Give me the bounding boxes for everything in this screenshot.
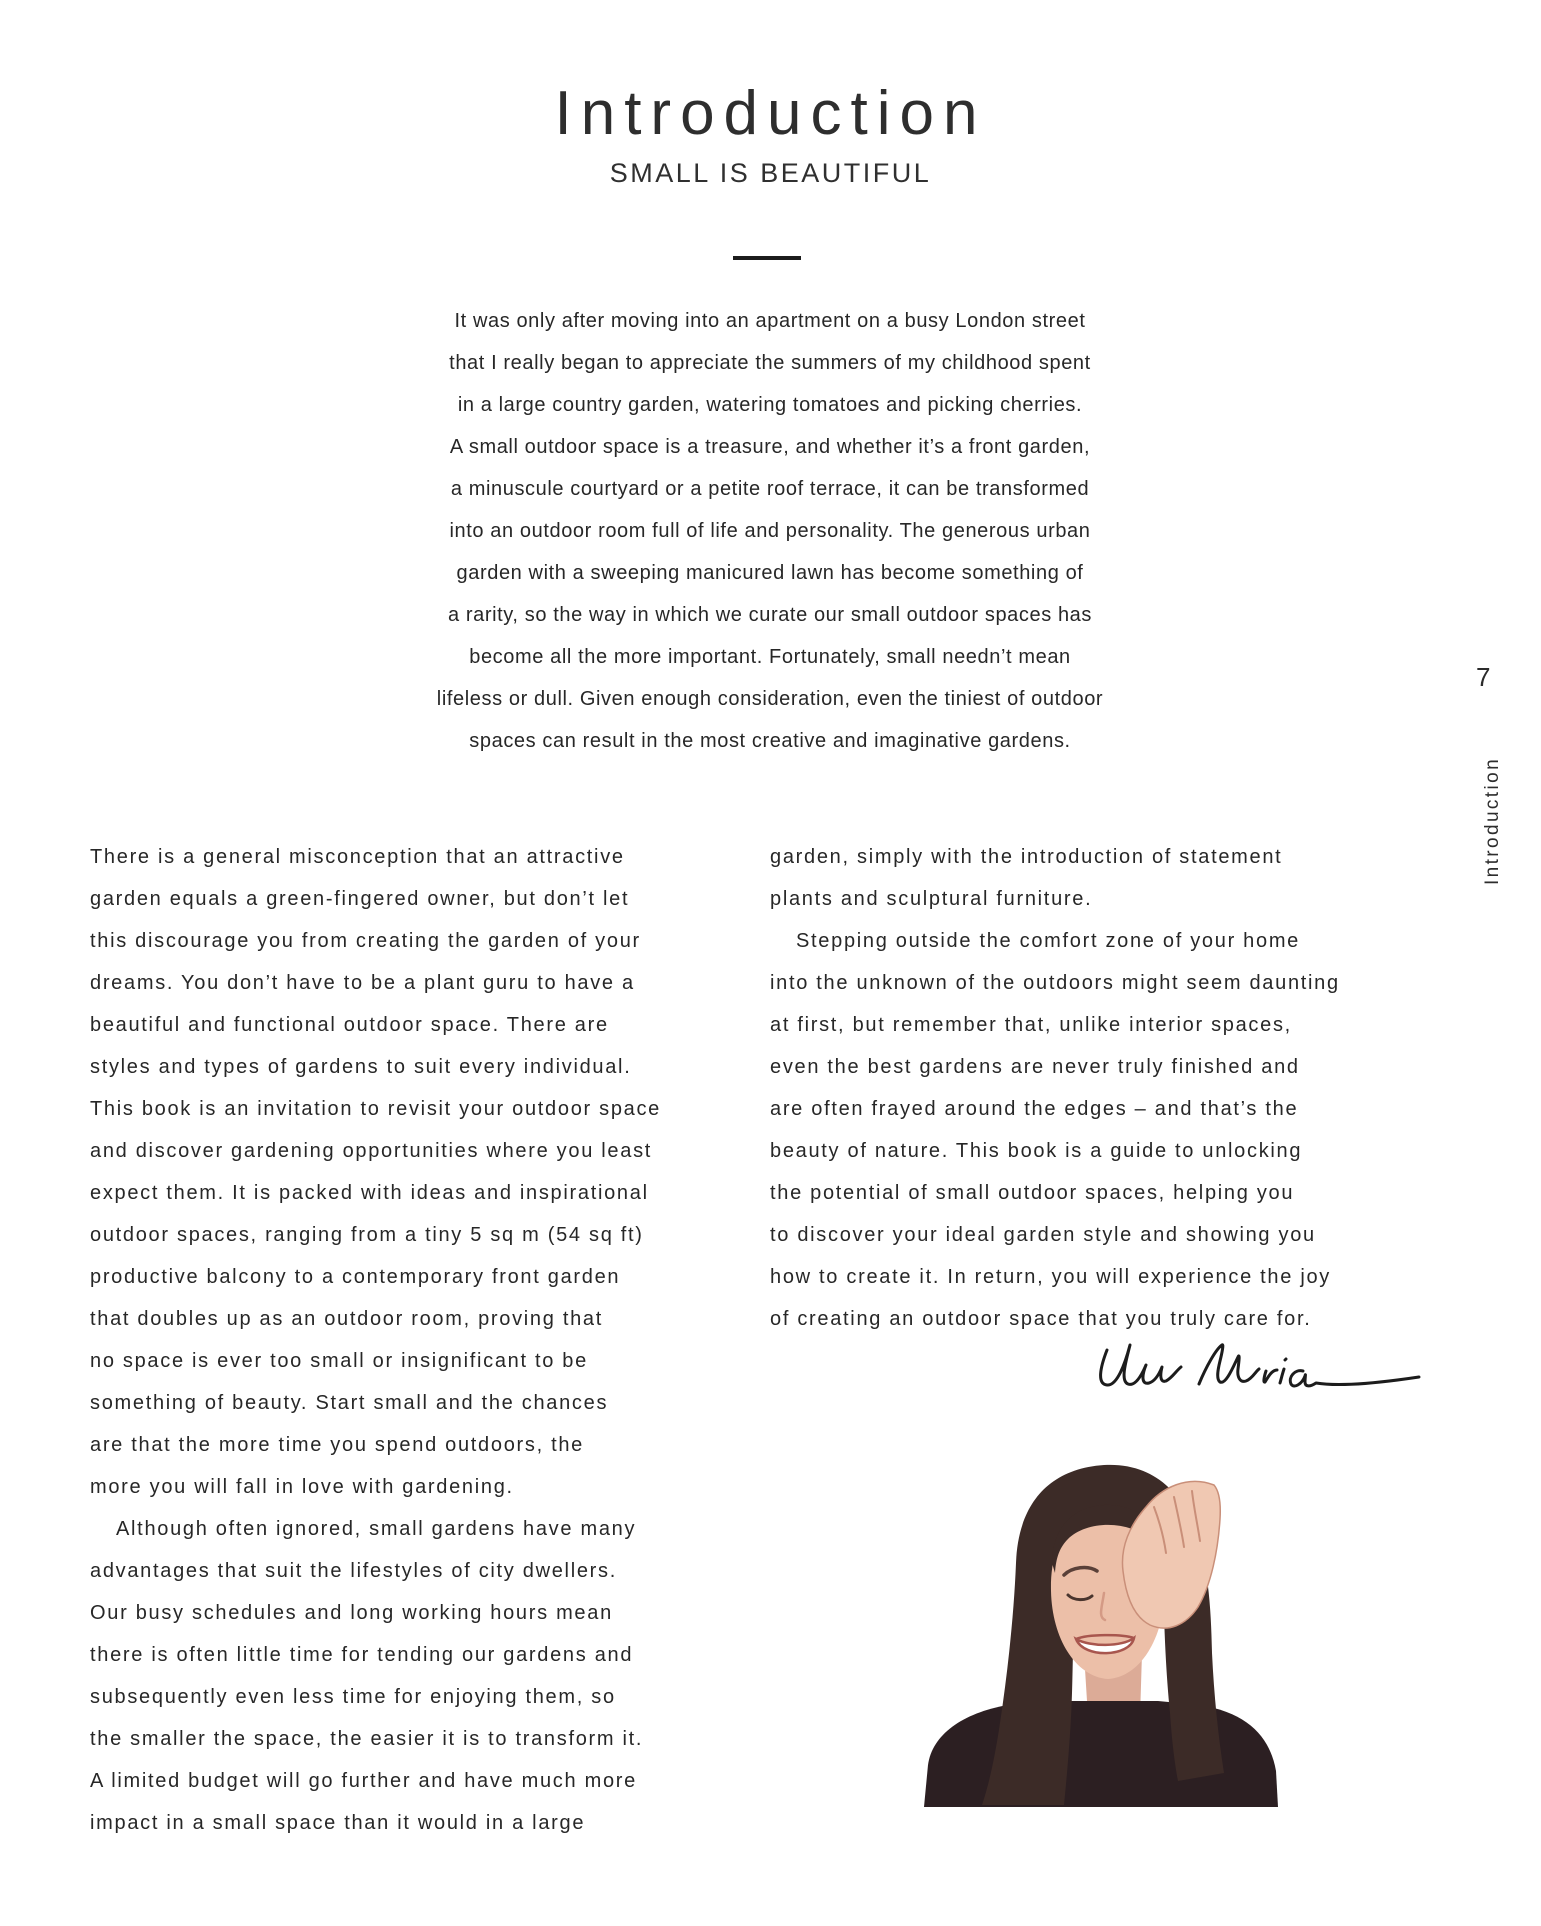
text-line: subsequently even less time for enjoying them, so [90, 1686, 616, 1708]
text-line: There is a general misconception that an attractive [90, 846, 625, 868]
paragraph [90, 1508, 755, 1844]
text-line: Our busy schedules and long working hours mean [90, 1602, 613, 1624]
text-line: impact in a small space than it would in a large [90, 1812, 586, 1834]
text-line: spaces can result in the most creative and imaginative gardens. [469, 730, 1071, 752]
text-line: garden, simply with the introduction of statement [770, 846, 1283, 868]
text-line: beautiful and functional outdoor space. There are [90, 1014, 609, 1036]
text-line: beauty of nature. This book is a guide to unlocking [770, 1140, 1303, 1162]
text-line: dreams. You don’t have to be a plant guru to have a [90, 972, 635, 994]
paragraph [770, 836, 1435, 920]
text-line: a rarity, so the way in which we curate our small outdoor spaces has [447, 604, 1093, 626]
text-line: plants and sculptural furniture. [770, 888, 1093, 910]
sweater-shape [924, 1701, 1278, 1807]
signature-svg [1095, 1336, 1425, 1400]
text-line: at first, but remember that, unlike interior spaces, [770, 1014, 1292, 1036]
text-line: there is often little time for tending our gardens and [90, 1644, 634, 1666]
text-line: into the unknown of the outdoors might seem daunting [770, 972, 1340, 994]
sidebar-label: Introduction [1482, 756, 1503, 886]
text-line: advantages that suit the lifestyles of city dwellers. [90, 1560, 617, 1582]
text-line: expect them. It is packed with ideas and inspirational [90, 1182, 649, 1204]
text-line: garden equals a green-fingered owner, but don’t let [90, 888, 630, 910]
author-signature [1095, 1336, 1425, 1400]
right-column [770, 836, 1435, 1340]
text-line: this discourage you from creating the garden of your [90, 930, 641, 952]
text-line: of creating an outdoor space that you truly care for. [770, 1308, 1312, 1330]
author-photo-svg [918, 1455, 1290, 1812]
signature-strokes [1101, 1345, 1419, 1386]
text-line: garden with a sweeping manicured lawn has become something of [456, 562, 1084, 584]
text-line: become all the more important. Fortunately, small needn’t mean [469, 646, 1071, 668]
signature-path-maria [1199, 1345, 1419, 1386]
page-title: Introduction [554, 79, 987, 148]
text-line: that I really began to appreciate the summers of my childhood spent [449, 352, 1091, 374]
text-line: Although often ignored, small gardens have many [116, 1518, 637, 1540]
text-line: This book is an invitation to revisit your outdoor space [90, 1098, 662, 1120]
text-line: how to create it. In return, you will experience the joy [770, 1266, 1331, 1288]
intro-paragraph [420, 300, 1120, 762]
paragraph [90, 836, 755, 1508]
text-line: productive balcony to a contemporary front garden [90, 1266, 621, 1288]
text-line: outdoor spaces, ranging from a tiny 5 sq m (54 sq ft) [90, 1224, 644, 1246]
page-number: 7 [1476, 662, 1491, 692]
text-line: in a large country garden, watering tomatoes and picking cherries. [457, 394, 1083, 416]
page-header [0, 80, 1541, 189]
text-line: more you will fall in love with gardening. [90, 1476, 514, 1498]
text-line: are that the more time you spend outdoors, the [90, 1434, 585, 1456]
text-line: no space is ever too small or insignificant to be [90, 1350, 588, 1372]
text-line: a minuscule courtyard or a petite roof terrace, it can be transformed [450, 478, 1090, 500]
text-line: to discover your ideal garden style and showing you [770, 1224, 1316, 1246]
author-photo [918, 1455, 1290, 1812]
text-line: into an outdoor room full of life and personality. The generous urban [449, 520, 1091, 542]
text-line: are often frayed around the edges – and that’s the [770, 1098, 1299, 1120]
text-line: something of beauty. Start small and the chances [90, 1392, 609, 1414]
text-line: lifeless or dull. Given enough consideration, even the tiniest of outdoor [436, 688, 1104, 710]
text-line: that doubles up as an outdoor room, proving that [90, 1308, 603, 1330]
section-divider [733, 256, 801, 260]
text-line: Stepping outside the comfort zone of your home [796, 930, 1301, 952]
text-line: and discover gardening opportunities where you least [90, 1140, 653, 1162]
text-line: A limited budget will go further and have much more [90, 1770, 637, 1792]
paragraph [770, 920, 1435, 1340]
text-line: A small outdoor space is a treasure, and whether it’s a front garden, [449, 436, 1091, 458]
text-line: It was only after moving into an apartment on a busy London street [454, 310, 1086, 332]
text-line: even the best gardens are never truly finished and [770, 1056, 1300, 1078]
text-line: styles and types of gardens to suit every individual. [90, 1056, 632, 1078]
signature-path-ula [1101, 1345, 1181, 1385]
left-column [90, 836, 755, 1844]
page-subtitle: SMALL IS BEAUTIFUL [609, 158, 932, 189]
text-line: the potential of small outdoor spaces, helping you [770, 1182, 1295, 1204]
text-line: the smaller the space, the easier it is to transform it. [90, 1728, 644, 1750]
